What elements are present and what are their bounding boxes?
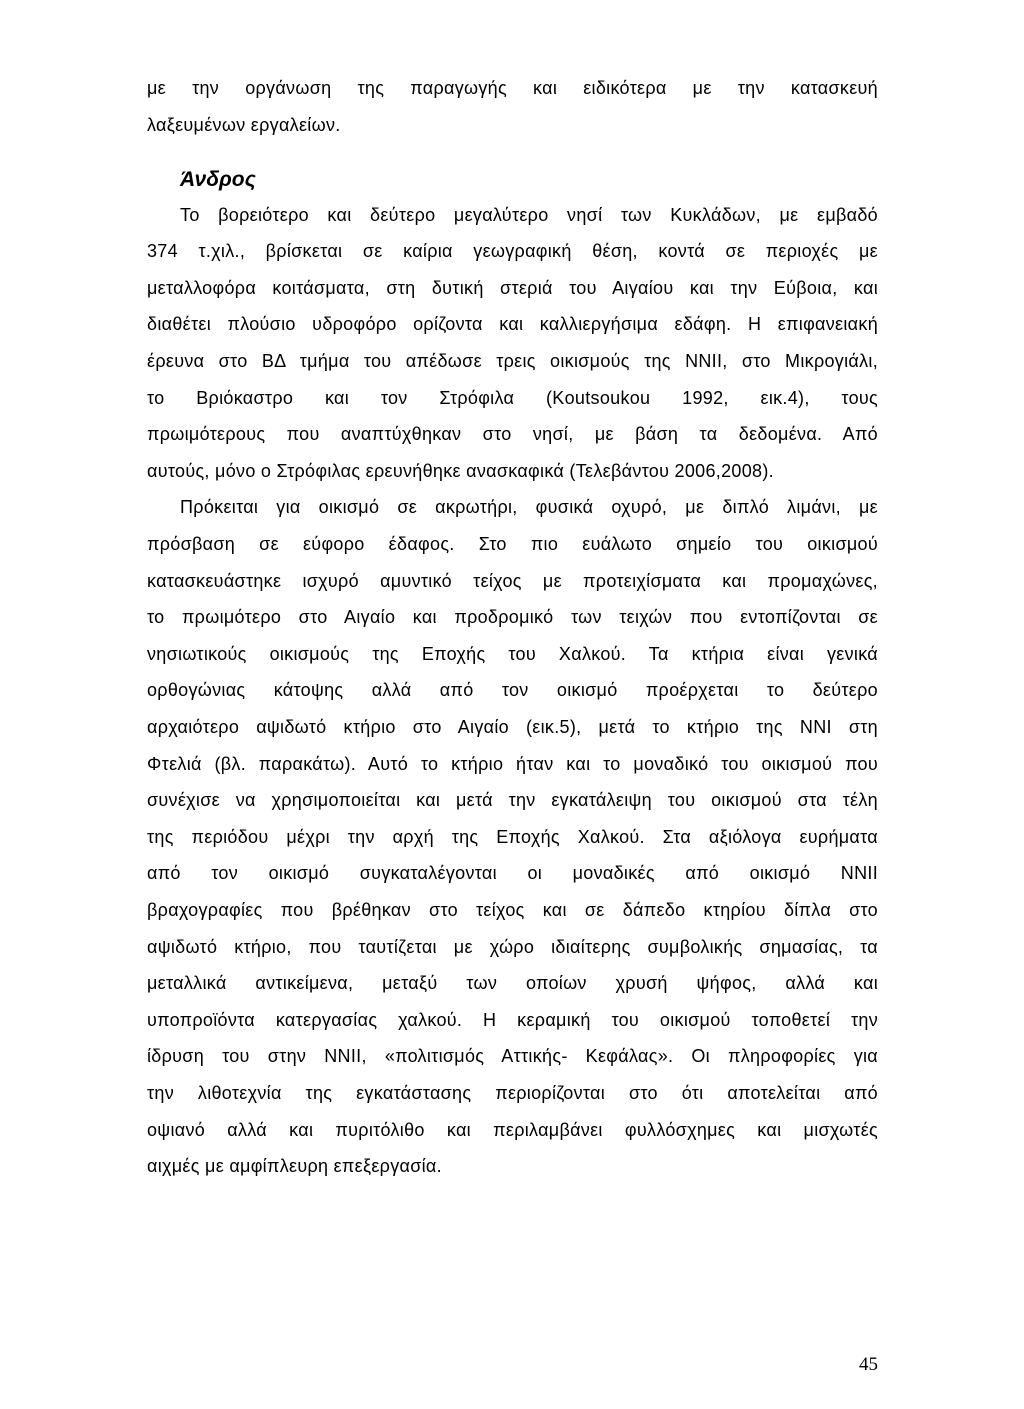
text-line: μεταλλοφόρα κοιτάσματα, στη δυτική στεριά του Αιγαίου και την Εύβοια, και (147, 277, 878, 298)
text-line: υποπροϊόντα κατεργασίας χαλκού. Η κεραμική του οικισμού τοποθετεί την (147, 1009, 878, 1030)
text-line: μεταλλικά αντικείμενα, μεταξύ των οποίων χρυσή ψήφος, αλλά και (147, 973, 878, 994)
text-line: συνέχισε να χρησιμοποιείται και μετά την εγκατάλειψη του οικισμού στα τέλη (147, 790, 878, 811)
text-line: με την οργάνωση της παραγωγής και ειδικότερα με την κατασκευή (147, 78, 878, 98)
text-line: Το βορειότερο και δεύτερο μεγαλύτερο νησί των Κυκλάδων, με εμβαδό (180, 204, 878, 225)
text-line: βραχογραφίες που βρέθηκαν στο τείχος και σε δάπεδο κτηρίου δίπλα στο (147, 899, 878, 920)
text-line: έρευνα στο ΒΔ τμήμα του απέδωσε τρεις οικισμούς της ΝΝΙΙ, στο Μικρογιάλι, (147, 351, 878, 372)
text-line: νησιωτικούς οικισμούς της Εποχής του Χαλκού. Τα κτήρια είναι γενικά (147, 643, 878, 664)
text-line: Φτελιά (βλ. παρακάτω). Αυτό το κτήριο ήταν και το μοναδικό του οικισμού που (147, 753, 878, 774)
text-line: ορθογώνιας κάτοψης αλλά από τον οικισμό προέρχεται το δεύτερο (147, 680, 878, 701)
paragraph-intro (147, 70, 878, 143)
text-line: πρωιμότερους που αναπτύχθηκαν στο νησί, με βάση τα δεδομένα. Από (147, 424, 878, 445)
text-line: ίδρυση του στην ΝΝΙΙ, «πολιτισμός Αττικής- Κεφάλας». Οι πληροφορίες για (147, 1046, 878, 1067)
text-line: αψιδωτό κτήριο, που ταυτίζεται με χώρο ιδιαίτερης συμβολικής σημασίας, τα (147, 936, 878, 957)
page-number: 45 (859, 1354, 878, 1375)
text-line: Πρόκειται για οικισμό σε ακρωτήρι, φυσικά οχυρό, με διπλό λιμάνι, με (180, 497, 878, 518)
text-line: οψιανό αλλά και πυριτόλιθο και περιλαμβάνει φυλλόσχημες και μισχωτές (147, 1119, 878, 1140)
text-line: από τον οικισμό συγκαταλέγονται οι μοναδικές από οικισμό ΝΝΙΙ (147, 863, 878, 884)
section-body (147, 197, 878, 1185)
text-line: διαθέτει πλούσιο υδροφόρο ορίζοντα και καλλιεργήσιμα εδάφη. Η επιφανειακή (147, 314, 878, 335)
paragraph (147, 489, 878, 1184)
text-line: κατασκευάστηκε ισχυρό αμυντικό τείχος με προτειχίσματα και προμαχώνες, (147, 570, 878, 591)
paragraph (147, 197, 878, 490)
section-heading: Άνδρος (180, 168, 256, 191)
text-line: αρχαιότερο αψιδωτό κτήριο στο Αιγαίο (εικ.5), μετά το κτήριο της ΝΝΙ στη (147, 717, 878, 737)
text-line: λαξευμένων εργαλείων. (147, 114, 341, 135)
text-line: πρόσβαση σε εύφορο έδαφος. Στο πιο ευάλωτο σημείο του οικισμού (147, 534, 878, 555)
text-line: την λιθοτεχνία της εγκατάστασης περιορίζονται στο ότι αποτελείται από (147, 1082, 878, 1103)
text-line: το Βριόκαστρο και τον Στρόφιλα (Koutsoukou 1992, εικ.4), τους (147, 387, 878, 408)
text-line: της περιόδου μέχρι την αρχή της Εποχής Χαλκού. Στα αξιόλογα ευρήματα (147, 826, 878, 847)
text-line: αυτούς, μόνο ο Στρόφιλας ερευνήθηκε ανασκαφικά (Τελεβάντου 2006,2008). (147, 460, 774, 481)
text-line: 374 τ.χιλ., βρίσκεται σε καίρια γεωγραφική θέση, κοντά σε περιοχές με (147, 241, 878, 262)
text-line: το πρωιμότερο στο Αιγαίο και προδρομικό των τειχών που εντοπίζονται σε (147, 607, 878, 628)
text-line: αιχμές με αμφίπλευρη επεξεργασία. (147, 1156, 442, 1177)
